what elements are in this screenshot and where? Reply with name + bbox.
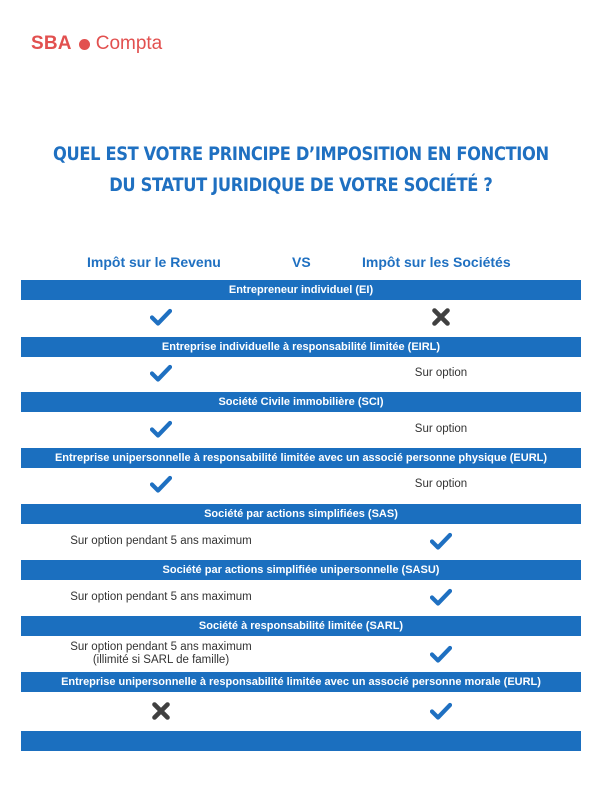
logo-brand: SBA xyxy=(31,33,72,54)
page-title-line-1: QUEL EST VOTRE PRINCIPE D’IMPOSITION EN FONCTION xyxy=(52,144,549,165)
check-icon xyxy=(430,532,452,555)
check-icon xyxy=(150,364,172,387)
cell-text-line: Sur option xyxy=(414,422,468,435)
check-icon xyxy=(430,645,452,668)
column-header-income-tax: Impôt sur le Revenu xyxy=(87,254,221,270)
legal-status-row-header: Société par actions simplifiée unipersonnelle (SASU) xyxy=(21,560,581,580)
check-icon xyxy=(150,308,172,331)
column-header-corporate-tax: Impôt sur les Sociétés xyxy=(362,254,511,270)
legal-status-row-header: Société Civile immobilière (SCI) xyxy=(21,392,581,412)
check-icon xyxy=(430,588,452,611)
left-cell-text xyxy=(21,591,301,604)
legal-status-row-header: Société par actions simplifiées (SAS) xyxy=(21,504,581,524)
check-icon xyxy=(150,475,172,498)
logo-product: Compta xyxy=(95,33,163,54)
table-footer-band xyxy=(21,731,581,751)
page-title xyxy=(36,139,566,201)
legal-status-row-header: Société à responsabilité limitée (SARL) xyxy=(21,616,581,636)
cross-icon xyxy=(151,701,171,726)
cell-text-line: Sur option xyxy=(414,477,468,490)
cell-text-line: Sur option pendant 5 ans maximum xyxy=(70,641,252,653)
check-icon xyxy=(430,702,452,725)
left-cell-text xyxy=(21,535,301,548)
left-cell-text xyxy=(21,641,301,667)
legal-status-row-header: Entreprise unipersonnelle à responsabilité limitée avec un associé personne physique (EURL) xyxy=(21,448,581,468)
right-cell-text xyxy=(301,478,581,491)
logo-dot-icon xyxy=(79,39,90,50)
page-title-line-2: DU STATUT JURIDIQUE DE VOTRE SOCIÉTÉ ? xyxy=(109,175,493,196)
cross-icon xyxy=(431,307,451,332)
check-icon xyxy=(150,420,172,443)
right-cell-text xyxy=(301,367,581,380)
column-header-vs: VS xyxy=(292,254,311,270)
cell-text-line: Sur option pendant 5 ans maximum xyxy=(70,590,252,603)
cell-text-line: Sur option pendant 5 ans maximum xyxy=(70,534,252,547)
cell-text-line: Sur option xyxy=(414,366,468,379)
legal-status-row-header: Entreprise individuelle à responsabilité limitée (EIRL) xyxy=(21,337,581,357)
right-cell-text xyxy=(301,423,581,436)
legal-status-row-header: Entreprise unipersonnelle à responsabilité limitée avec un associé personne morale (EURL) xyxy=(21,672,581,692)
cell-text-line: (illimité si SARL de famille) xyxy=(92,654,230,666)
legal-status-row-header: Entrepreneur individuel (EI) xyxy=(21,280,581,300)
logo xyxy=(31,33,162,55)
